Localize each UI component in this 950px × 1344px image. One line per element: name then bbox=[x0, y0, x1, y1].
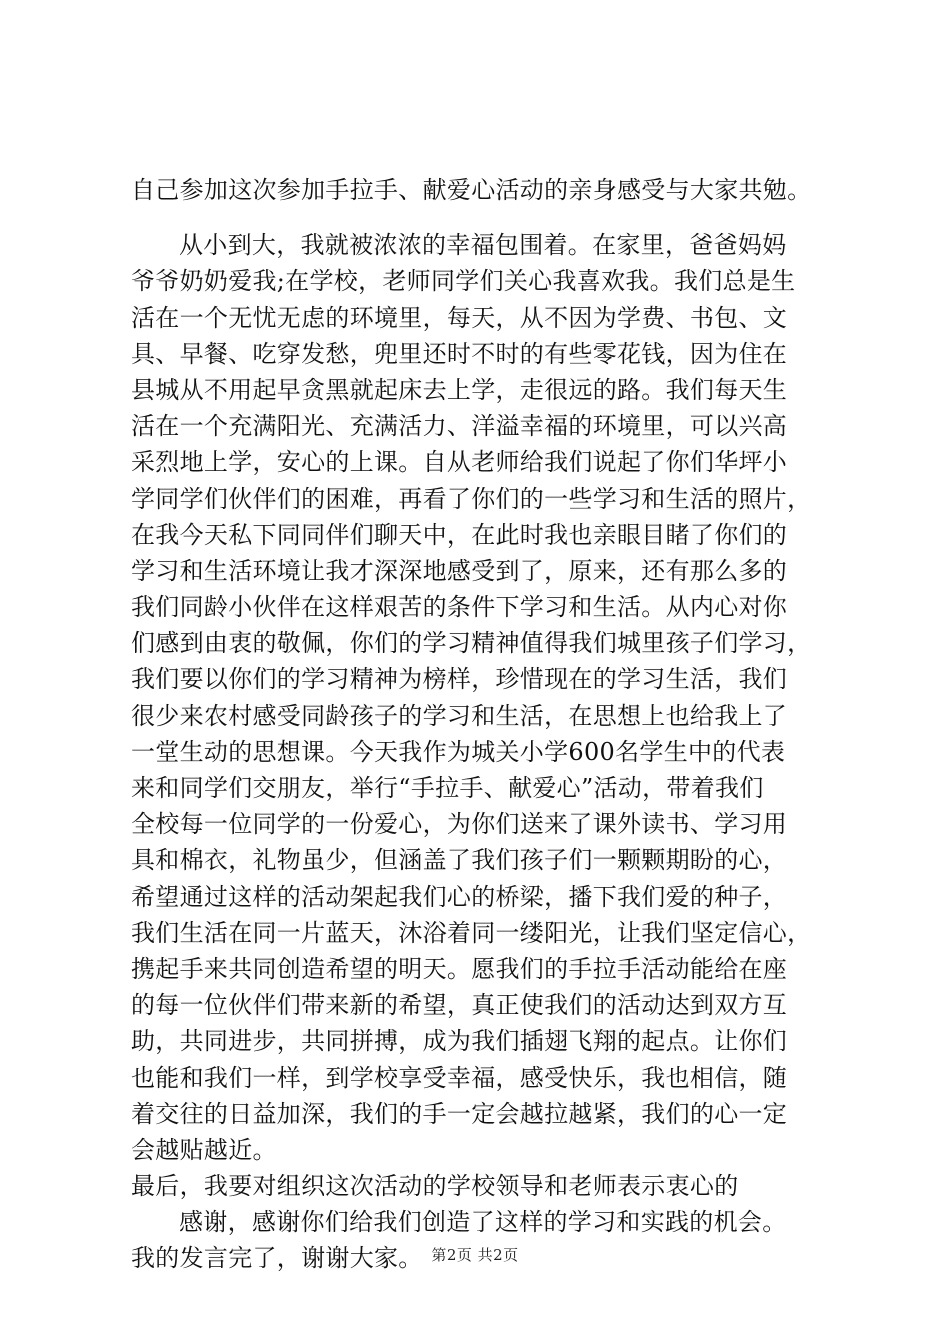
text-line: 一堂生动的思想课。今天我作为城关小学600名学生中的代表 bbox=[131, 737, 786, 766]
text-line: 我们生活在同一片蓝天，沐浴着同一缕阳光，让我们坚定信心， bbox=[131, 918, 812, 947]
paragraph-gap bbox=[131, 208, 851, 227]
text-line: 学同学们伙伴们的困难，再看了你们的一些学习和生活的照片， bbox=[131, 484, 812, 513]
text-line: 们感到由衷的敬佩，你们的学习精神值得我们城里孩子们学习， bbox=[131, 629, 812, 658]
text-line: 自己参加这次参加手拉手、献爱心活动的亲身感受与大家共勉。 bbox=[131, 176, 812, 204]
text-line: 携起手来共同创造希望的明天。愿我们的手拉手活动能给在座 bbox=[131, 954, 788, 983]
text-line: 也能和我们一样，到学校享受幸福，感受快乐，我也相信，随 bbox=[131, 1063, 788, 1092]
text-line: 希望通过这样的活动架起我们心的桥梁，播下我们爱的种子， bbox=[131, 882, 788, 911]
text-line: 我的发言完了，谢谢大家。 bbox=[131, 1244, 423, 1273]
text-line: 会越贴越近。 bbox=[131, 1135, 277, 1164]
paragraph-start-line bbox=[131, 1277, 851, 1313]
text-line: 我们要以你们的学习精神为榜样，珍惜现在的学习生活，我们 bbox=[131, 665, 788, 694]
paragraph-start-line: 从小到大，我就被浓浓的幸福包围着。在家里，爸爸妈妈 bbox=[179, 231, 787, 260]
text-line: 着交往的日益加深，我们的手一定会越拉越紧，我们的心一定 bbox=[131, 1099, 788, 1128]
text-line: 最后，我要对组织这次活动的学校领导和老师表示衷心的 bbox=[131, 1172, 739, 1201]
text-line: 爷爷奶奶爱我;在学校，老师同学们关心我喜欢我。我们总是生 bbox=[131, 267, 796, 296]
text-line: 具和棉衣，礼物虽少，但涵盖了我们孩子们一颗颗期盼的心， bbox=[131, 846, 788, 875]
text-line: 活在一个充满阳光、充满活力、洋溢幸福的环境里，可以兴高 bbox=[131, 412, 788, 441]
text-line: 的每一位伙伴们带来新的希望，真正使我们的活动达到双方互 bbox=[131, 991, 788, 1020]
text-line: 很少来农村感受同龄孩子的学习和生活，在思想上也给我上了 bbox=[131, 701, 788, 730]
speech-body bbox=[131, 172, 851, 1313]
text-line: 助，共同进步，共同拼搏，成为我们插翅飞翔的起点。让你们 bbox=[131, 1027, 788, 1056]
text-line: 全校每一位同学的一份爱心，为你们送来了课外读书、学习用 bbox=[131, 810, 788, 839]
text-line: 在我今天私下同同伴们聊天中，在此时我也亲眼目睹了你们的 bbox=[131, 520, 788, 549]
text-line: 具、早餐、吃穿发愁，兜里还时不时的有些零花钱，因为住在 bbox=[131, 339, 788, 368]
text-line: 县城从不用起早贪黑就起床去上学，走很远的路。我们每天生 bbox=[131, 375, 788, 404]
text-line: 我们同龄小伙伴在这样艰苦的条件下学习和生活。从内心对你 bbox=[131, 593, 788, 622]
text-line: 活在一个无忧无虑的环境里，每天，从不因为学费、书包、文 bbox=[131, 303, 788, 332]
page-number-footer: 第2页 共2页 bbox=[431, 1246, 519, 1264]
text-line: 来和同学们交朋友，举行“手拉手、献爱心”活动，带着我们 bbox=[131, 774, 764, 802]
paragraph-start-line: 感谢，感谢你们给我们创造了这样的学习和实践的机会。 bbox=[179, 1208, 787, 1237]
text-line: 学习和生活环境让我才深深地感受到了，原来，还有那么多的 bbox=[131, 556, 788, 585]
text-line: 采烈地上学，安心的上课。自从老师给我们说起了你们华坪小 bbox=[131, 448, 788, 477]
